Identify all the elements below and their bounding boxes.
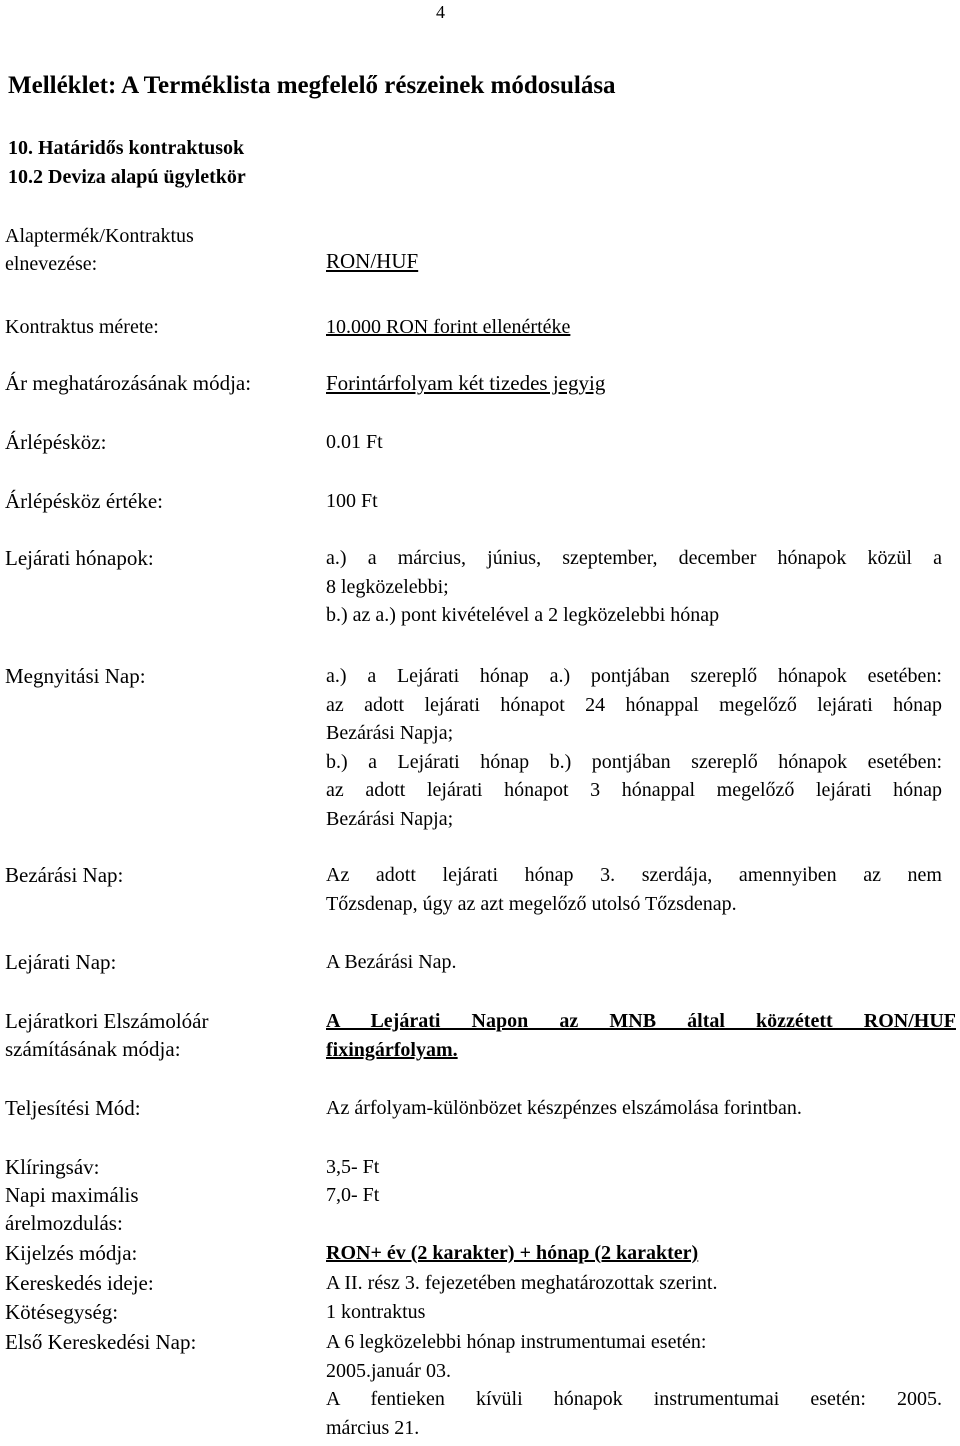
value-expiry-day: A Bezárási Nap. (326, 951, 457, 973)
page-number: 4 (436, 2, 445, 22)
value-first-trading-day (326, 1328, 942, 1442)
first-trading-day-line-3: A fentieken kívüli hónapok instrumentumai esetén: 2005. (326, 1388, 942, 1410)
label-clearing-band: Klíringsáv: (5, 1155, 100, 1179)
section-heading-futures: 10. Határidős kontraktusok (8, 137, 245, 159)
value-settlement-price (326, 1007, 956, 1064)
label-expiry-months: Lejárati hónapok: (5, 546, 154, 570)
value-opening-day (326, 662, 942, 833)
opening-day-line-4: b.) a Lejárati hónap b.) pontjában szereplő hónapok esetében: (326, 750, 942, 773)
opening-day-line-3: Bezárási Napja; (326, 722, 454, 744)
settlement-price-line-2: fixingárfolyam. (326, 1038, 458, 1061)
first-trading-day-line-2: 2005.január 03. (326, 1359, 451, 1382)
closing-day-line-1: Az adott lejárati hónap 3. szerdája, amennyiben az nem (326, 864, 942, 886)
value-trading-unit: 1 kontraktus (326, 1301, 426, 1323)
value-underlying: RON/HUF (326, 249, 419, 273)
expiry-months-line-1: a.) a március, június, szeptember, december hónapok közül a (326, 547, 942, 569)
label-closing-day: Bezárási Nap: (5, 863, 124, 887)
label-first-trading-day: Első Kereskedési Nap: (5, 1330, 197, 1354)
label-trading-unit: Kötésegység: (5, 1300, 119, 1324)
value-expiry-months (326, 544, 942, 630)
value-clearing-band: 3,5- Ft (326, 1156, 380, 1178)
value-daily-limit: 7,0- Ft (326, 1184, 380, 1206)
value-contract-size: 10.000 RON forint ellenértéke (326, 316, 571, 338)
closing-day-line-2: Tőzsdenap, úgy az azt megelőző utolsó Tőzsdenap. (326, 892, 737, 915)
label-daily-limit-line2: árelmozdulás: (5, 1211, 123, 1235)
value-tick-size: 0.01 Ft (326, 431, 383, 453)
label-expiry-day: Lejárati Nap: (5, 950, 117, 974)
label-trading-hours: Kereskedés ideje: (5, 1271, 154, 1295)
section-heading-currency: 10.2 Deviza alapú ügyletkör (8, 166, 246, 188)
value-price-method: Forintárfolyam két tizedes jegyig (326, 371, 606, 395)
label-opening-day: Megnyitási Nap: (5, 664, 146, 688)
label-daily-limit-line1: Napi maximális (5, 1183, 139, 1207)
first-trading-day-line-1: A 6 legközelebbi hónap instrumentumai esetén: (326, 1331, 707, 1353)
label-tick-value: Árlépésköz értéke: (5, 489, 164, 513)
label-display-format: Kijelzés módja: (5, 1241, 138, 1265)
opening-day-line-6: Bezárási Napja; (326, 807, 454, 830)
value-tick-value: 100 Ft (326, 490, 378, 512)
expiry-months-line-3: b.) az a.) pont kivételével a 2 legközelebbi hónap (326, 604, 720, 626)
value-display-format: RON+ év (2 karakter) + hónap (2 karakter) (326, 1242, 699, 1264)
label-settlement-price-line1: Lejáratkori Elszámolóár (5, 1009, 209, 1033)
label-tick-size: Árlépésköz: (5, 430, 107, 454)
opening-day-line-5: az adott lejárati hónapot 3 hónappal megelőző lejárati hónap (326, 779, 942, 801)
first-trading-day-line-4: március 21. (326, 1416, 420, 1439)
label-settlement-price-line2: számításának módja: (5, 1037, 181, 1061)
opening-day-line-1: a.) a Lejárati hónap a.) pontjában szereplő hónapok esetében: (326, 665, 942, 687)
label-underlying-line2: elnevezése: (5, 253, 98, 275)
label-price-method: Ár meghatározásának módja: (5, 371, 252, 395)
value-closing-day (326, 861, 942, 918)
opening-day-line-2: az adott lejárati hónapot 24 hónappal megelőző lejárati hónap (326, 693, 942, 716)
expiry-months-line-2: 8 legközelebbi; (326, 575, 449, 598)
label-underlying-line1: Alaptermék/Kontraktus (5, 225, 194, 247)
value-trading-hours: A II. rész 3. fejezetében meghatározottak szerint. (326, 1272, 718, 1294)
label-settlement-mode: Teljesítési Mód: (5, 1096, 141, 1120)
page-title: Melléklet: A Terméklista megfelelő részeinek módosulása (8, 72, 616, 99)
label-contract-size: Kontraktus mérete: (5, 316, 159, 338)
settlement-price-line-1: A Lejárati Napon az MNB által közzétett RON/HUF (326, 1010, 956, 1032)
value-settlement-mode: Az árfolyam-különbözet készpénzes elszámolása forintban. (326, 1097, 802, 1119)
